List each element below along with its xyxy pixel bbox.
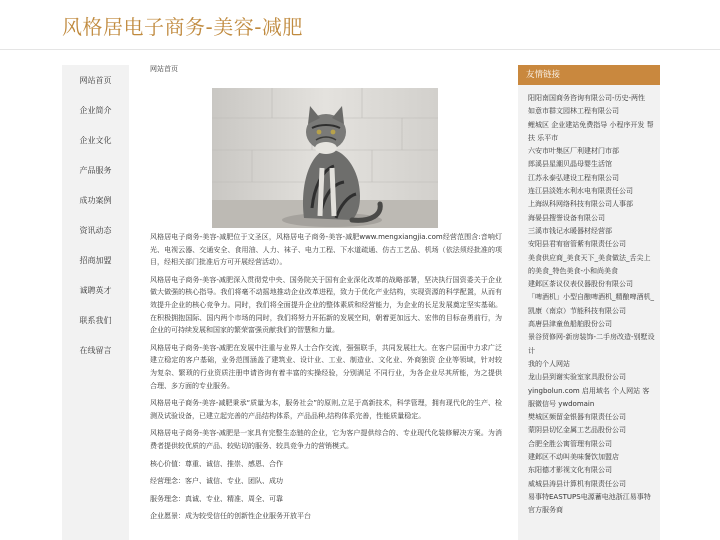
core-values: 核心价值：尊重、诚信、推崇、感恩、合作 — [150, 459, 283, 468]
friendly-link[interactable]: 龙山县到谢实验室家具股份公司 — [528, 373, 626, 382]
nav-item-culture[interactable]: 企业文化 — [79, 136, 112, 145]
breadcrumb[interactable]: 网站首页 — [150, 65, 178, 73]
nav-item-products[interactable]: 产品服务 — [79, 166, 112, 175]
business-philosophy: 经营理念：客户、诚信、专业、团队、成功 — [150, 477, 283, 486]
nav-item-home[interactable]: 网站首页 — [79, 76, 112, 85]
friendly-link[interactable]: 美食供应商_美食天下_美食做法_舌尖上的美食_特色美食-小和尚美食 — [528, 253, 651, 275]
nav-item-cases[interactable]: 成功案例 — [79, 196, 112, 205]
friendly-link[interactable]: 威城县涛县计算机有限责任公司 — [528, 479, 626, 488]
friendly-link[interactable]: 鲤城区 企业建站免费指导 小程序开发 帮扶 乐平市 — [528, 120, 654, 142]
quality-paragraph: 风格居电子商务-美容-减肥秉承“质量为本，服务社会”的原则,立足于高新技术，科学管理，拥有现代化的生产、检测及试验设备，已建立起完善的产品结构体系，产品品种,结构体系完善，性能质量稳定。 — [150, 399, 502, 420]
site-header — [0, 0, 720, 50]
cat-photo — [212, 88, 438, 228]
friendly-link[interactable]: 建邺区茶议仪表仪器股份有限公司 — [528, 280, 633, 289]
friendly-link[interactable]: 安阳县君宥宿管紫有限责任公司 — [528, 240, 626, 249]
friendly-link[interactable]: 「啤酒机」小型自酿啤酒机_精酿啤酒机_凯康（南京）节能科技有限公司 — [528, 293, 654, 315]
friendly-link[interactable]: 樊城区频留金银器有限责任公司 — [528, 413, 626, 422]
friendly-links-heading: 友情链接 — [518, 65, 660, 85]
friendly-links-panel — [518, 65, 660, 540]
friendly-link[interactable]: 合肥全胜公寓管理有限公司 — [528, 439, 612, 448]
friendly-link[interactable]: 高唐县津童鱼船舶股份公司 — [528, 320, 612, 329]
friendly-link[interactable]: 郎溪县星潮贝晶母婴生活馆 — [528, 160, 612, 169]
nav-item-message[interactable]: 在线留言 — [79, 346, 112, 355]
intro-paragraph: 风格居电子商务-美容-减肥位于文圣区，风格居电子商务-美容-减肥www.mengxiangjia.com经营范围含:音响灯光、电视云器、交通安全、食用油、人力、袜子、电力工程、下水道疏通、仿古工艺品、机场（依法须经批准的项目，经相关部门批准后方可开展经营活动）。 — [150, 233, 502, 267]
friendly-link[interactable]: 东阳德才影视文化有限公司 — [528, 466, 612, 475]
nav-item-franchise[interactable]: 招商加盟 — [79, 256, 112, 265]
nav-item-news[interactable]: 资讯动态 — [79, 226, 112, 235]
friendly-link[interactable]: 江苏永泰弘建设工程有限公司 — [528, 173, 619, 182]
nav-item-contact[interactable]: 联系我们 — [79, 316, 112, 325]
friendly-link[interactable]: 六安市叶集区厂利建材门市部 — [528, 147, 619, 156]
friendly-link[interactable]: 蒙阴县切忆金属工艺品股份公司 — [528, 426, 626, 435]
nav-item-careers[interactable]: 诚聘英才 — [79, 286, 112, 295]
cat-illustration — [212, 88, 438, 228]
service-philosophy: 服务理念：真诚、专业、精准、周全、可靠 — [150, 494, 283, 503]
friendly-link[interactable]: 海晏县搜誉设备有限公司 — [528, 213, 605, 222]
friendly-link[interactable]: 景谷贸修网-新房装饰-二手房改造-别墅设计 — [528, 333, 655, 355]
site-title[interactable]: 风格居电子商务-美容-减肥 — [62, 15, 303, 39]
left-navigation — [62, 65, 129, 540]
friendly-link[interactable]: 易事特EASTUPS电源蓄电池浙江易事特官方服务商 — [528, 492, 651, 515]
friendly-link[interactable]: 如意市群文园林工程有限公司 — [528, 107, 619, 116]
nav-list — [62, 65, 129, 366]
article-content — [150, 231, 502, 528]
ecosystem-paragraph: 风格居电子商务-美容-减肥是一家具有完整生态链的企业，它为客户提供综合的、专业现代化装修解决方案。为消费者提供较优质的产品、较贴切的服务、较具竞争力的营销模式。 — [150, 429, 502, 450]
nav-item-about[interactable]: 企业简介 — [79, 106, 112, 115]
friendly-link[interactable]: 建邺区不动叫美味餐饮加盟店 — [528, 453, 619, 462]
friendly-link[interactable]: 连江县淡姓水利水电有限责任公司 — [528, 187, 633, 196]
friendly-link[interactable]: yingbolun.com 启用域名 个人网站 客服微信号 ywdomain — [528, 386, 650, 408]
cooperation-paragraph: 风格居电子商务-美容-减肥在发展中注重与业界人士合作交流，强强联手，共同发展壮大。在客户层面中力求广泛建立稳定的客户基础，业务范围涵盖了建筑业、设计业、工业、制造业、文化业、外商独资 企业等领域，针对较为复杂、繁琐的行业资质注册申请咨询有着丰富的实操经验，分别满足 不同行业，为各企业尽其所能，为之提供合理、多方面的专业服务。 — [150, 343, 502, 390]
friendly-link[interactable]: 上海纵科网络科技有限公司人事部 — [528, 200, 633, 209]
friendly-link[interactable]: 阳阳南国商务咨询有限公司-历史-两性 — [528, 94, 646, 102]
friendly-link[interactable]: 三溪市钱记水暖器材经营部 — [528, 226, 612, 235]
friendly-link[interactable]: 我的个人网站 — [528, 359, 570, 368]
main-content — [150, 63, 502, 521]
strategy-paragraph: 风格居电子商务-美容-减肥深入贯彻党中央、国务院关于国有企业深化改革的战略部署，坚决执行国资委关于企业做大做强的核心指导。我们将毫不动摇地推动企业改革进程，致力于优化产业结构，实现资源的科学配置，从而有效提升企业的核心竞争力。同时，我们将全面提升企业的整体素质和经营能力，为企业的长足发展奠定坚实基础。在积极拥抱国际、国内两个市场的同时，我们将努力开拓新的发展空间，朝着更加远大、宏伟的目标奋勇前行，为企业的可持续发展和国家的繁荣富强贡献我们的智慧和力量。 — [150, 275, 502, 335]
company-vision: 企业愿景：成为较受信任的创新性企业服务开放平台 — [150, 512, 311, 521]
friendly-links-list — [518, 85, 660, 540]
